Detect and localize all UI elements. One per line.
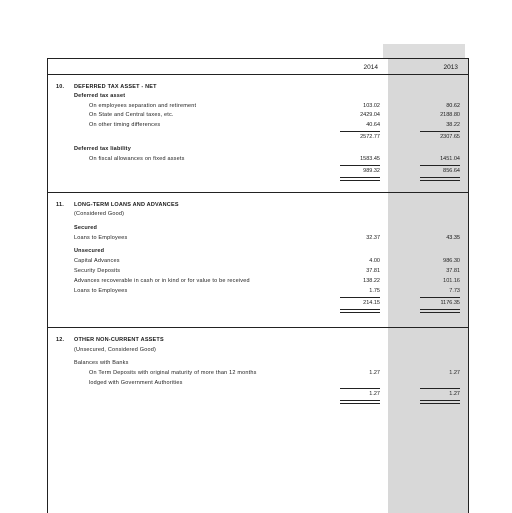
term-deposit-line-2: lodged with Government Authorities — [89, 380, 183, 386]
asset-row-current: 2429.04 — [360, 112, 380, 118]
subtotal-rule-current — [340, 388, 380, 389]
section-divider — [48, 192, 468, 193]
balances-with-banks-heading: Balances with Banks — [74, 360, 129, 366]
total-double-rule-previous — [420, 177, 460, 181]
total-double-rule-current — [340, 400, 380, 404]
secured-row-label: Loans to Employees — [74, 235, 128, 241]
note-11-title: LONG-TERM LOANS AND ADVANCES — [74, 202, 179, 208]
asset-row-label: On employees separation and retirement — [89, 103, 197, 109]
note-10-number: 10. — [56, 84, 65, 90]
total-double-rule-current — [340, 177, 380, 181]
unsecured-row-label: Capital Advances — [74, 258, 120, 264]
term-deposit-line-1: On Term Deposits with original maturity of more than 12 months — [89, 370, 257, 376]
header-divider — [48, 74, 468, 75]
liability-row-label: On fiscal allowances on fixed assets — [89, 156, 185, 162]
net-deferred-tax-current: 989.32 — [363, 168, 380, 174]
secured-row-current: 32.37 — [366, 235, 380, 241]
unsecured-row-label: Advances recoverable in cash or in kind or for value to be received — [74, 278, 250, 284]
term-deposit-current: 1.27 — [369, 370, 380, 376]
loans-advances-total-previous: 1176.35 — [440, 300, 460, 306]
subtotal-rule-previous — [420, 131, 460, 132]
total-double-rule-current — [340, 309, 380, 313]
year-previous-header: 2013 — [443, 64, 458, 71]
secured-row-previous: 43.35 — [446, 235, 460, 241]
unsecured-row-previous: 7.73 — [449, 288, 460, 294]
subtotal-rule-current — [340, 131, 380, 132]
asset-row-label: On other timing differences — [89, 122, 161, 128]
note-11-subtitle: (Considered Good) — [74, 211, 125, 217]
subtotal-rule-previous — [420, 165, 460, 166]
section-divider — [48, 327, 468, 328]
liability-row-current: 1583.45 — [360, 156, 380, 162]
deferred-tax-asset-heading: Deferred tax asset — [74, 93, 126, 99]
loans-advances-total-current: 214.15 — [363, 300, 380, 306]
note-12-subtitle: (Unsecured, Considered Good) — [74, 347, 157, 353]
note-12-number: 12. — [56, 337, 65, 343]
secured-heading: Secured — [74, 225, 98, 231]
unsecured-row-current: 1.75 — [369, 288, 380, 294]
shaded-column-overhang — [383, 44, 465, 59]
net-deferred-tax-previous: 856.64 — [443, 168, 460, 174]
total-double-rule-previous — [420, 309, 460, 313]
subtotal-rule-previous — [420, 388, 460, 389]
asset-total-previous: 2307.65 — [440, 134, 460, 140]
other-noncurrent-total-previous: 1.27 — [449, 391, 460, 397]
note-10-title: DEFERRED TAX ASSET - NET — [74, 84, 157, 90]
subtotal-rule-current — [340, 165, 380, 166]
asset-row-label: On State and Central taxes, etc. — [89, 112, 174, 118]
term-deposit-previous: 1.27 — [449, 370, 460, 376]
asset-row-previous: 38.22 — [446, 122, 460, 128]
year-current-header: 2014 — [363, 64, 378, 71]
unsecured-row-current: 4.00 — [369, 258, 380, 264]
asset-row-current: 40.64 — [366, 122, 380, 128]
total-double-rule-previous — [420, 400, 460, 404]
unsecured-row-current: 37.81 — [366, 268, 380, 274]
unsecured-row-current: 138.22 — [363, 278, 380, 284]
unsecured-row-previous: 986.30 — [443, 258, 460, 264]
asset-row-current: 103.02 — [363, 103, 380, 109]
subtotal-rule-current — [340, 297, 380, 298]
unsecured-heading: Unsecured — [74, 248, 105, 254]
note-12-title: OTHER NON-CURRENT ASSETS — [74, 337, 164, 343]
asset-row-previous: 80.62 — [446, 103, 460, 109]
unsecured-row-previous: 37.81 — [446, 268, 460, 274]
unsecured-row-previous: 101.16 — [443, 278, 460, 284]
liability-row-previous: 1451.04 — [440, 156, 460, 162]
unsecured-row-label: Loans to Employees — [74, 288, 128, 294]
subtotal-rule-previous — [420, 297, 460, 298]
deferred-tax-liability-heading: Deferred tax liability — [74, 146, 131, 152]
asset-row-previous: 2188.80 — [440, 112, 460, 118]
other-noncurrent-total-current: 1.27 — [369, 391, 380, 397]
financial-notes-sheet — [47, 58, 469, 513]
asset-total-current: 2572.77 — [360, 134, 380, 140]
note-11-number: 11. — [56, 202, 64, 208]
unsecured-row-label: Security Deposits — [74, 268, 121, 274]
